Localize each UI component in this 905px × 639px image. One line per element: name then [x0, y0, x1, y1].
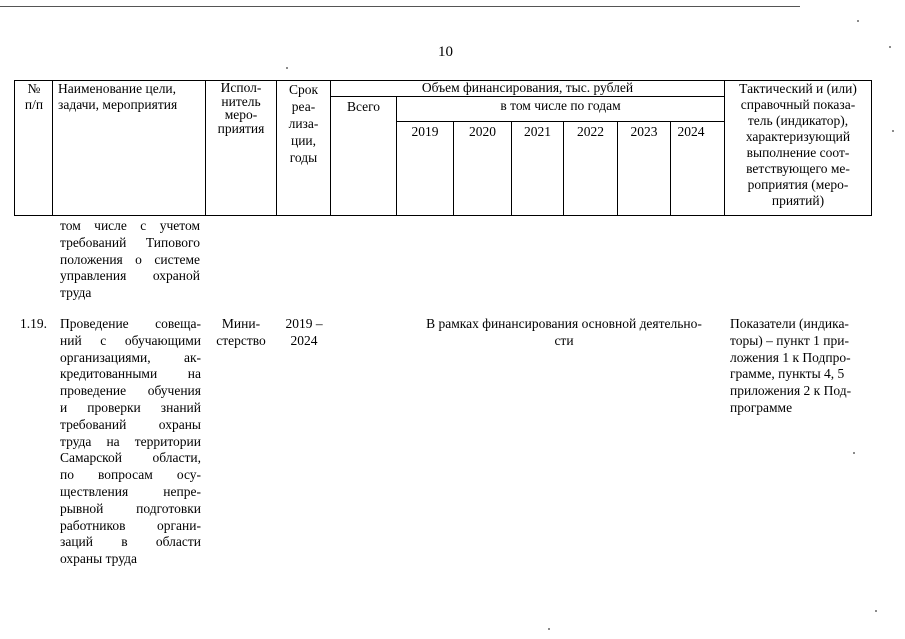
continued-row-text: том числе с учетом требований Типового положения о системе управления охраной труда: [60, 218, 200, 301]
header-name: Наименование цели, задачи, мероприятия: [58, 81, 178, 112]
col-rule: [396, 96, 397, 216]
header-year: 2023: [630, 124, 658, 139]
header-term: Срок реа- лиза- ции, годы: [288, 82, 319, 165]
row-number: 1.19.: [20, 316, 47, 331]
header-year: 2019: [411, 124, 439, 139]
header-total: Всего: [346, 99, 381, 114]
header-year: 2020: [469, 124, 496, 139]
header-number: № п/п: [24, 81, 44, 112]
row-name: Проведение совеща- ний с обучающими организациями, ак- кредитованными на проведение обучения и проверки знаний требований охраны труда на территории Самарской области, по вопросам осу- ществления непре- рывной подготовки работников органи- заций в области охраны труда: [60, 316, 201, 567]
col-rule: [871, 80, 872, 216]
scan-speck: [548, 628, 550, 630]
col-rule: [14, 80, 15, 216]
header-year: 2021: [524, 124, 551, 139]
scan-speck: [857, 20, 859, 22]
scan-speck: [875, 610, 877, 612]
header-bottom-rule: [14, 215, 872, 216]
scan-speck: [286, 67, 288, 69]
table-header: [14, 80, 872, 216]
row-term: 2019 – 2024: [285, 316, 323, 348]
header-indicator: Тактический и (или) справочный показа- тель (индикатор), характеризующий выполнение соот- ветствующего ме- роприятия (меро- приятий): [739, 81, 857, 208]
header-funding-title: Объем финансирования, тыс. рублей: [421, 80, 634, 95]
page-top-border: [0, 6, 800, 7]
row-executor: Мини- стерство: [216, 316, 266, 348]
row-indicator: Показатели (индика- торы) – пункт 1 при- ложения 1 к Подпро- грамме, пункты 4, 5 приложения 2 к Под- программе: [730, 316, 852, 415]
scan-speck: [853, 452, 855, 454]
page-number: 10: [438, 44, 453, 60]
header-executor: Испол- нитель меро- приятия: [217, 80, 265, 136]
col-rule: [52, 80, 53, 216]
scan-speck: [892, 130, 894, 132]
years-rule: [396, 121, 724, 122]
header-year: 2024: [677, 124, 705, 139]
funding-rule: [330, 96, 724, 97]
header-by-years: в том числе по годам: [500, 98, 621, 113]
header-year: 2022: [577, 124, 604, 139]
row-funding-note: В рамках финансирования основной деятельно- сти: [426, 316, 702, 348]
